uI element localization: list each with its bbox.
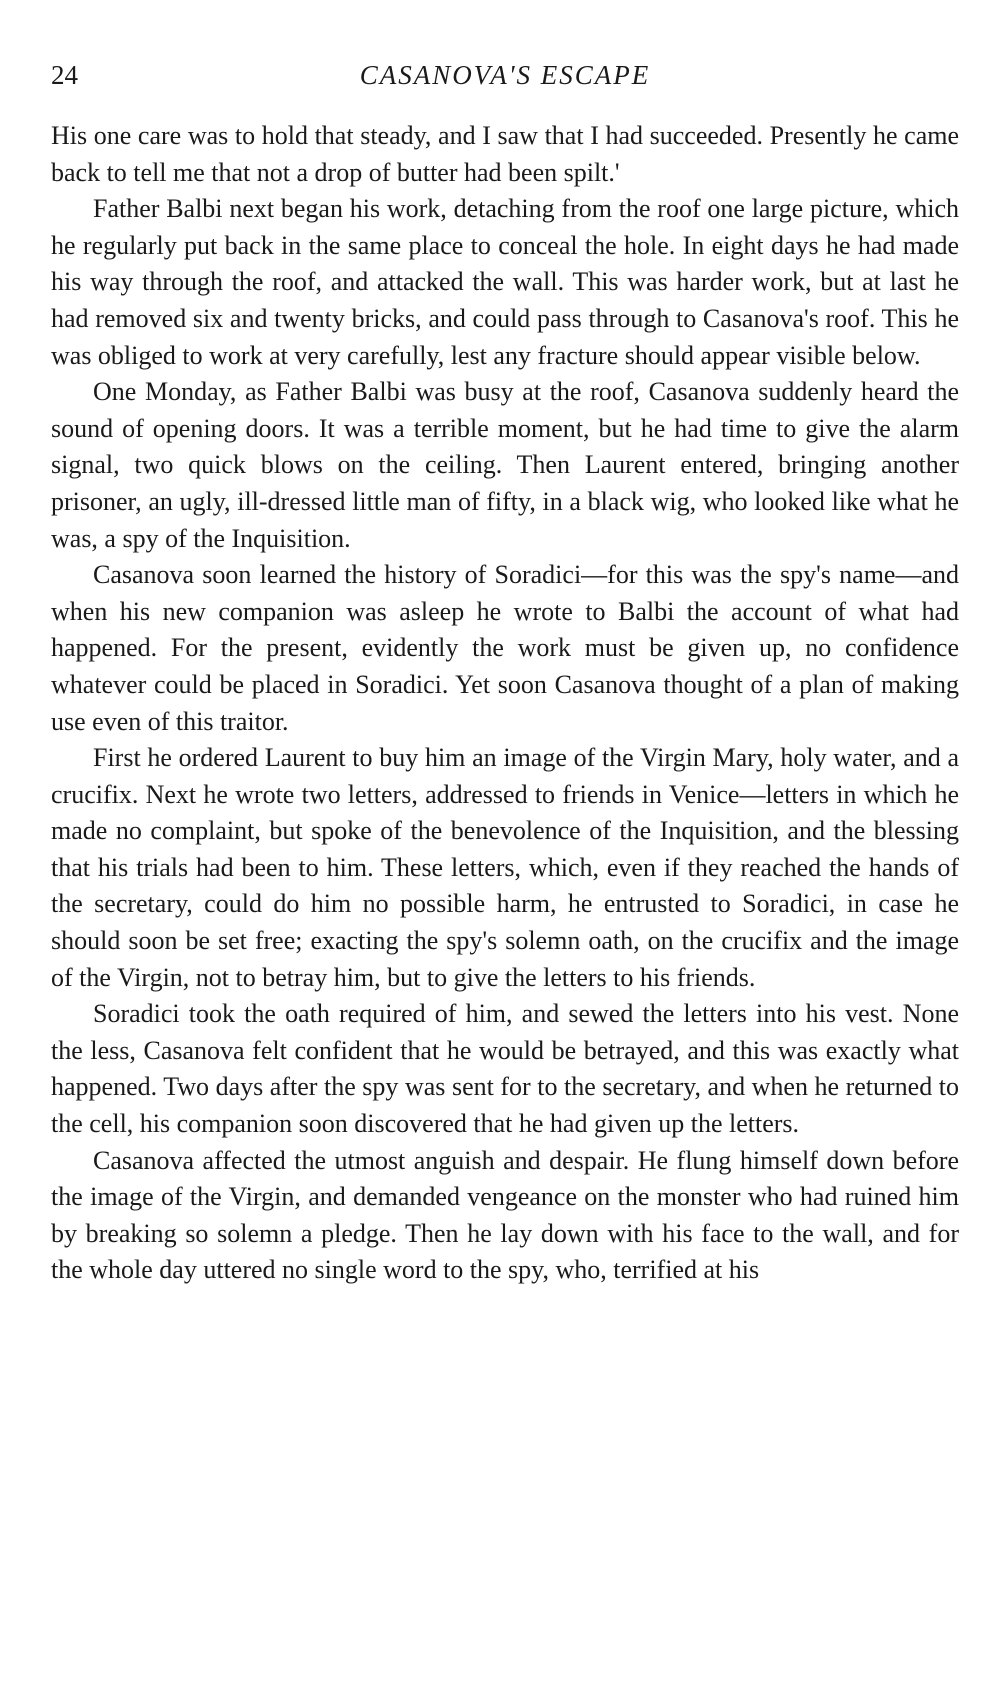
paragraph-6: Soradici took the oath required of him, and sewed the letters into his vest. None the less, Casanova felt confident that he would be betrayed, and this was exactly what happened. Two days after the spy was sent for to the secretary, and when he returned to the cell, his companion soon discovered that he had given up the letters. <box>51 999 959 1139</box>
paragraph-1: His one care was to hold that steady, and I saw that I had succeeded. Presently he came back to tell me that not a drop of butter had been spilt.' <box>51 121 959 187</box>
paragraph-2: Father Balbi next began his work, detaching from the roof one large picture, which he regularly put back in the same place to conceal the hole. In eight days he had made his way through the roof, and attacked the wall. This was harder work, but at last he had removed six and twenty bricks, and could pass through to Casanova's roof. This he was obliged to work at very carefully, lest any fracture should appear visible below. <box>51 194 959 370</box>
body-text <box>51 118 959 1289</box>
paragraph-5: First he ordered Laurent to buy him an image of the Virgin Mary, holy water, and a crucifix. Next he wrote two letters, addressed to friends in Venice—letters in which he made no complaint, but spoke of the benevolence of the Inquisition, and the blessing that his trials had been to him. These letters, which, even if they reached the hands of the secretary, could do him no possible harm, he entrusted to Soradici, in case he should soon be set free; exacting the spy's solemn oath, on the crucifix and the image of the Virgin, not to betray him, but to give the letters to his friends. <box>51 743 959 992</box>
running-title: CASANOVA'S ESCAPE <box>359 60 651 90</box>
paragraph-3: One Monday, as Father Balbi was busy at the roof, Casanova suddenly heard the sound of opening doors. It was a terrible moment, but he had time to give the alarm signal, two quick blows on the ceiling. Then Laurent entered, bringing another prisoner, an ugly, ill-dressed little man of fifty, in a black wig, who looked like what he was, a spy of the Inquisition. <box>51 377 959 553</box>
page-header <box>51 60 959 104</box>
paragraph-7: Casanova affected the utmost anguish and despair. He flung himself down before the image of the Virgin, and demanded vengeance on the monster who had ruined him by breaking so solemn a pledge. Then he lay down with his face to the wall, and for the whole day uttered no single word to the spy, who, terrified at his <box>51 1145 959 1285</box>
book-page <box>51 60 959 1289</box>
paragraph-4: Casanova soon learned the history of Soradici—for this was the spy's name—and when his new companion was asleep he wrote to Balbi the account of what had happened. For the present, evidently the work must be given up, no confidence whatever could be placed in Soradici. Yet soon Casanova thought of a plan of making use even of this traitor. <box>51 560 959 736</box>
page-number: 24 <box>51 60 78 90</box>
